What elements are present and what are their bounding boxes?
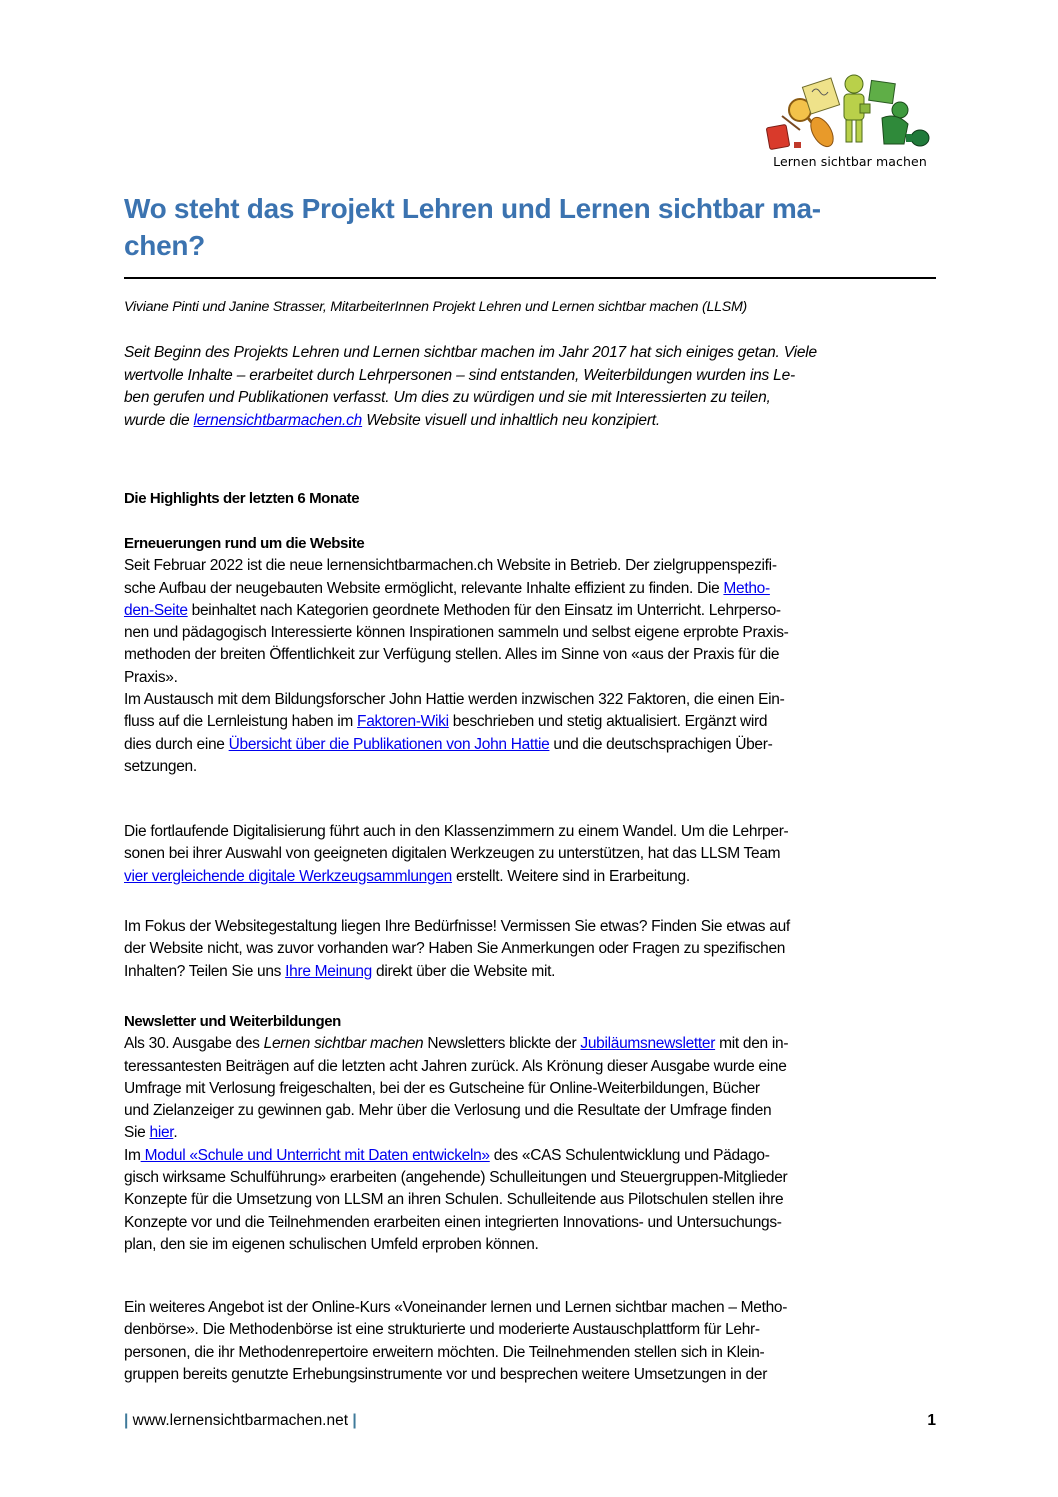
paragraph-line: und Zielanzeiger zu gewinnen gab. Mehr über die Verlosung und die Resultate der Umfrage finden [124,1102,772,1120]
section-newsletter [124,1011,944,1256]
paragraph-line: Die fortlaufende Digitalisierung führt auch in den Klassenzimmern zu einem Wandel. Um die Lehrper- [124,823,789,840]
paragraph-line: Seit Februar 2022 ist die neue lernensichtbarmachen.ch Website in Betrieb. Der zielgruppenspezifi- [124,557,777,575]
byline: Viviane Pinti und Janine Strasser, MitarbeiterInnen Projekt Lehren und Lernen sichtbar machen (LLSM) [124,299,747,315]
text: erstellt. Weitere sind in Erarbeitung. [451,867,690,885]
text: Als 30. Ausgabe des [124,1035,264,1053]
logo-caption: Lernen sichtbar machen [773,154,927,169]
jubilaeumsnewsletter-link[interactable]: Jubiläumsnewsletter [580,1035,716,1053]
title-line-2: chen? [124,230,205,261]
paragraph-line: denbörse». Die Methodenbörse ist eine strukturierte und moderierte Austauschplattform für Lehr- [124,1321,760,1339]
paragraph-line: nen und pädagogisch Interessierte können Inspirationen sammeln und selbst eigene erprobte Praxis- [124,624,789,642]
paragraph-line: der Website nicht, was zuvor vorhanden war? Haben Sie Anmerkungen oder Fragen zu spezifischen [124,940,786,958]
text: direkt über die Website mit. [372,962,556,980]
subheading-newsletter: Newsletter und Weiterbildungen [124,1013,341,1030]
modul-daten-link[interactable]: Modul «Schule und Unterricht mit Daten entwickeln» [140,1146,490,1164]
page-footer [124,1412,936,1430]
logo [760,68,936,172]
text: und die deutschsprachigen Über- [549,735,773,753]
footer-bar-left: | [124,1412,129,1429]
paragraph-line [124,600,944,622]
title-divider [124,277,936,279]
paragraph-line: Konzepte für die Umsetzung von LLSM an ihren Schulen. Schulleitende aus Pilotschulen stellen ihre [124,1191,784,1209]
page-number: 1 [927,1412,936,1429]
paragraph-line: Praxis». [124,668,178,686]
paragraph-line [124,961,944,983]
lead-line: wertvolle Inhalte – erarbeitet durch Lehrpersonen – sind entstanden, Weiterbildungen wurden ins Le- [124,366,795,384]
text: beinhaltet nach Kategorien geordnete Methoden für den Einsatz im Unterricht. Lehrperso- [187,601,781,619]
paragraph-online-kurs [124,1297,944,1386]
paragraph-feedback [124,916,944,983]
title-line-1: Wo steht das Projekt Lehren und Lernen sichtbar ma- [124,193,821,224]
paragraph-line: Ein weiteres Angebot ist der Online-Kurs «Voneinander lernen und Lernen sichtbar machen – Metho- [124,1299,788,1316]
paragraph-line [124,866,944,888]
paragraph-line [124,734,944,756]
text: mit den in- [715,1035,789,1053]
page-title [124,190,944,264]
paragraph-line: setzungen. [124,757,197,775]
lead-line: Seit Beginn des Projekts Lehren und Lernen sichtbar machen im Jahr 2017 hat sich einiges getan. Viele [124,344,817,361]
lernensichtbarmachen-link[interactable]: lernensichtbarmachen.ch [193,411,363,429]
text: Inhalten? Teilen Sie uns [124,962,286,980]
lead-line: ben gerufen und Publikationen verfasst. Um dies zu würdigen und sie mit Interessierten zu teilen, [124,389,771,406]
hattie-publikationen-link[interactable]: Übersicht über die Publikationen von John Hattie [228,735,550,753]
hier-link[interactable]: hier [149,1124,174,1142]
paragraph-line [124,578,944,600]
paragraph-line [124,711,944,733]
text: dies durch eine [124,735,229,753]
methoden-seite-link-cont[interactable]: den-Seite [124,601,188,619]
text: wurde die [124,411,194,429]
text: Newsletters blickte der [423,1035,581,1053]
paragraph-line [124,1122,944,1144]
paragraph-line: sonen bei ihrer Auswahl von geeigneten digitalen Werkzeugen zu unterstützen, hat das LLSM Team [124,845,781,863]
paragraph-line [124,1033,944,1055]
text: fluss auf die Lernleistung haben im [124,713,358,731]
section-website [124,533,944,778]
text: des «CAS Schulentwicklung und Pädago- [489,1146,770,1164]
faktoren-wiki-link[interactable]: Faktoren-Wiki [357,713,449,731]
emphasis-text: Lernen sichtbar machen [263,1035,424,1053]
lead-line [124,410,944,433]
text: sche Aufbau der neugebauten Website ermöglicht, relevante Inhalte effizient zu finden. Die [124,579,724,597]
methoden-seite-link[interactable]: Metho- [723,579,770,597]
paragraph-line: Umfrage mit Verlosung freigeschalten, bei der es Gutscheine für Online-Weiterbildungen, Bücher [124,1079,760,1097]
footer-bar-right: | [352,1412,357,1429]
text: . [173,1124,178,1142]
lead-paragraph [124,342,944,432]
paragraph-line: Im Austausch mit dem Bildungsforscher John Hattie werden inzwischen 322 Faktoren, die einen Ein- [124,691,785,709]
werkzeugsammlungen-link[interactable]: vier vergleichende digitale Werkzeugsammlungen [124,867,452,885]
footer-url-link[interactable]: www.lernensichtbarmachen.net [128,1412,353,1429]
paragraph-line [124,1145,944,1167]
ihre-meinung-link[interactable]: Ihre Meinung [285,962,372,980]
text: Website visuell und inhaltlich neu konzipiert. [362,411,661,429]
text: beschrieben und stetig aktualisiert. Ergänzt wird [448,713,768,731]
paragraph-line: Im Fokus der Websitegestaltung liegen Ihre Bedürfnisse! Vermissen Sie etwas? Finden Sie etwas auf [124,918,790,935]
paragraph-digitalisierung [124,821,944,888]
logo-illustration-icon [760,68,936,154]
paragraph-line: methoden der breiten Öffentlichkeit zur Verfügung stellen. Alles im Sinne von «aus der Praxis für die [124,646,780,664]
paragraph-line: personen, die ihr Methodenrepertoire erweitern möchten. Die Teilnehmenden stellen sich in Klein- [124,1343,765,1361]
subheading-website: Erneuerungen rund um die Website [124,535,365,552]
paragraph-line: gisch wirksame Schulführung» erarbeiten (angehende) Schulleitungen und Steuergruppen-Mitglieder [124,1169,788,1187]
section-heading-highlights: Die Highlights der letzten 6 Monate [124,490,360,507]
paragraph-line: Konzepte vor und die Teilnehmenden erarbeiten einen integrierten Innovations- und Untersuchungs- [124,1213,782,1231]
paragraph-line: teressantesten Beiträgen auf die letzten acht Jahren zurück. Als Krönung dieser Ausgabe wurde eine [124,1057,787,1075]
paragraph-line: gruppen bereits genutzte Erhebungsinstrumente vor und besprechen weitere Umsetzungen in der [124,1365,768,1383]
paragraph-line: plan, den sie im eigenen schulischen Umfeld erproben können. [124,1235,539,1253]
text: Sie [124,1124,150,1142]
text: Im [124,1146,141,1164]
